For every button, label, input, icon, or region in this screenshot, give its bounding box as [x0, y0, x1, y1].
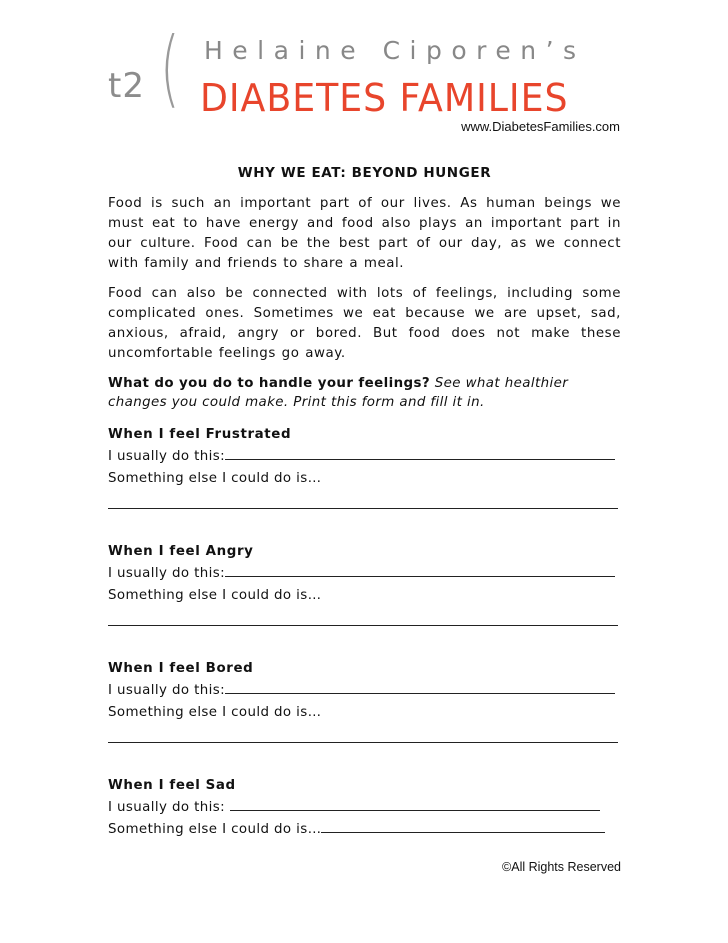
usually-label: I usually do this:	[108, 683, 226, 698]
section-heading: When I feel Angry	[108, 544, 254, 559]
else-blank[interactable]	[108, 496, 618, 509]
section-heading: When I feel Frustrated	[108, 427, 292, 442]
copyright-notice: ©All Rights Reserved	[502, 860, 621, 874]
page-title: WHY WE EAT: BEYOND HUNGER	[237, 165, 492, 181]
usually-blank[interactable]	[225, 446, 615, 460]
else-label: Something else I could do is…	[108, 822, 322, 837]
logo-parenthesis: (	[160, 19, 180, 117]
section-sad	[108, 775, 621, 841]
else-blank[interactable]	[108, 613, 618, 626]
usually-row	[108, 563, 621, 585]
usually-row	[108, 797, 621, 819]
else-blank[interactable]	[321, 819, 605, 833]
usually-row	[108, 680, 621, 702]
section-heading: When I feel Bored	[108, 661, 254, 676]
usually-row	[108, 446, 621, 468]
instruction-prompt	[108, 374, 621, 412]
usually-blank[interactable]	[225, 563, 615, 577]
worksheet-content	[108, 165, 621, 841]
section-bored	[108, 658, 621, 743]
usually-label: I usually do this:	[108, 449, 226, 464]
else-row	[108, 468, 621, 490]
usually-blank[interactable]	[225, 680, 615, 694]
website-url[interactable]: www.DiabetesFamilies.com	[461, 119, 620, 134]
else-row	[108, 702, 621, 724]
else-blank[interactable]	[108, 730, 618, 743]
else-row	[108, 585, 621, 607]
usually-label: I usually do this:	[108, 566, 226, 581]
else-label: Something else I could do is…	[108, 588, 322, 603]
prompt-question: What do you do to handle your feelings?	[108, 376, 431, 391]
logo	[0, 0, 728, 140]
usually-label: I usually do this:	[108, 800, 230, 815]
prompt-instruction: See what healthier changes you could make. Print this form and fill it in.	[108, 376, 569, 410]
intro-paragraph-2: Food can also be connected with lots of feelings, including some complicated ones. Sometimes we eat because we are upset, sad, anxious, afraid, angry or bored. But food does not make these uncomfortable feelings go away.	[108, 286, 621, 361]
usually-blank[interactable]	[230, 797, 600, 811]
else-row	[108, 819, 621, 841]
section-angry	[108, 541, 621, 626]
logo-brand: DIABETES FAMILIES	[200, 76, 569, 120]
section-frustrated	[108, 424, 621, 509]
section-heading: When I feel Sad	[108, 778, 236, 793]
logo-author: Helaine Ciporen’s	[204, 36, 586, 65]
intro-paragraph-1: Food is such an important part of our lives. As human beings we must eat to have energy and food also plays an important part in our culture. Food can be the best part of our day, as we connect with family and friends to share a meal.	[108, 196, 621, 271]
else-label: Something else I could do is…	[108, 705, 322, 720]
else-label: Something else I could do is…	[108, 471, 322, 486]
logo-t2: t2	[108, 66, 145, 106]
